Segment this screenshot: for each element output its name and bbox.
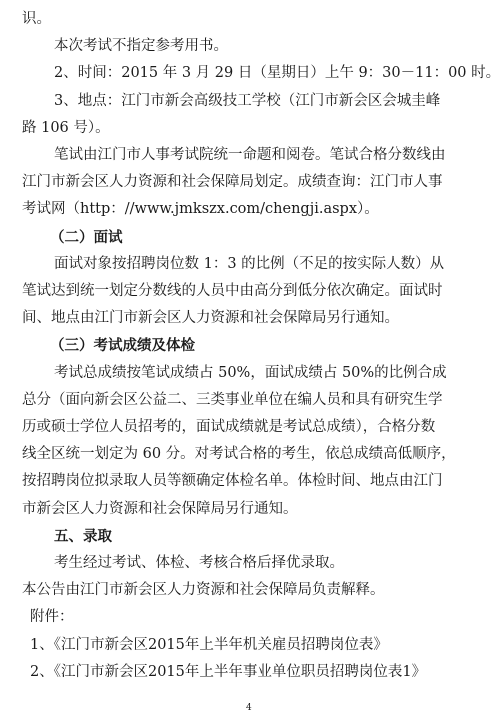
text-line: 考试网（http：//www.jmkszx.com/chengji.aspx）。: [22, 201, 379, 218]
text-line: 考试总成绩按笔试成绩占 50%，面试成绩占 50%的比例合成: [54, 364, 447, 381]
text-line: 面试对象按招聘岗位数 1：3 的比例（不足的按实际人数）从: [54, 255, 445, 272]
attachment-item: 1、《江门市新会区2015年上半年机关雇员招聘岗位表》: [30, 636, 388, 653]
section-heading-admission: 五、录取: [54, 527, 112, 545]
text-line: 按招聘岗位拟录取人员等额确定体检名单。体检时间、地点由江门: [22, 473, 443, 490]
text-line: 笔试由江门市人事考试院统一命题和阅卷。笔试合格分数线由: [54, 147, 446, 163]
text-line: 间、地点由江门市新会区人力资源和社会保障局另行通知。: [22, 310, 399, 327]
text-line: 总分（面向新会区公益二、三类事业单位在编人员和具有研究生学: [22, 391, 443, 408]
attachments-label: 附件：: [30, 609, 74, 626]
text-line: 3、地点：江门市新会高级技工学校（江门市新会区会城圭峰: [54, 92, 441, 109]
text-line: 考生经过考试、体检、考核合格后择优录取。: [54, 555, 344, 571]
text-line: 市新会区人力资源和社会保障局另行通知。: [22, 500, 298, 517]
text-line: 本公告由江门市新会区人力资源和社会保障局负责解释。: [22, 582, 385, 599]
text-line: 江门市新会区人力资源和社会保障局划定。成绩查询：江门市人事: [22, 174, 443, 191]
text-line: 识。: [22, 11, 51, 27]
section-heading-interview: （二）面试: [50, 228, 123, 246]
text-line: 线全区统一划定为 60 分。对考试合格的考生，依总成绩高低顺序，: [22, 446, 456, 463]
section-heading-scores: （三）考试成绩及体检: [50, 337, 195, 355]
text-line: 历或硕士学位人员招考的，面试成绩就是考试总成绩），合格分数: [22, 419, 436, 435]
text-line: 本次考试不指定参考用书。: [54, 38, 228, 55]
text-line: 2、时间：2015 年 3 月 29 日（星期日）上午 9：30－11：00 时。: [54, 65, 501, 82]
text-line: 笔试达到统一划定分数线的人员中由高分到低分依次确定。面试时: [22, 283, 443, 299]
text-line: 路 106 号）。: [22, 119, 110, 136]
attachment-item: 2、《江门市新会区2015年上半年事业单位职员招聘岗位表1》: [30, 663, 427, 680]
page-number: 4: [246, 703, 252, 713]
